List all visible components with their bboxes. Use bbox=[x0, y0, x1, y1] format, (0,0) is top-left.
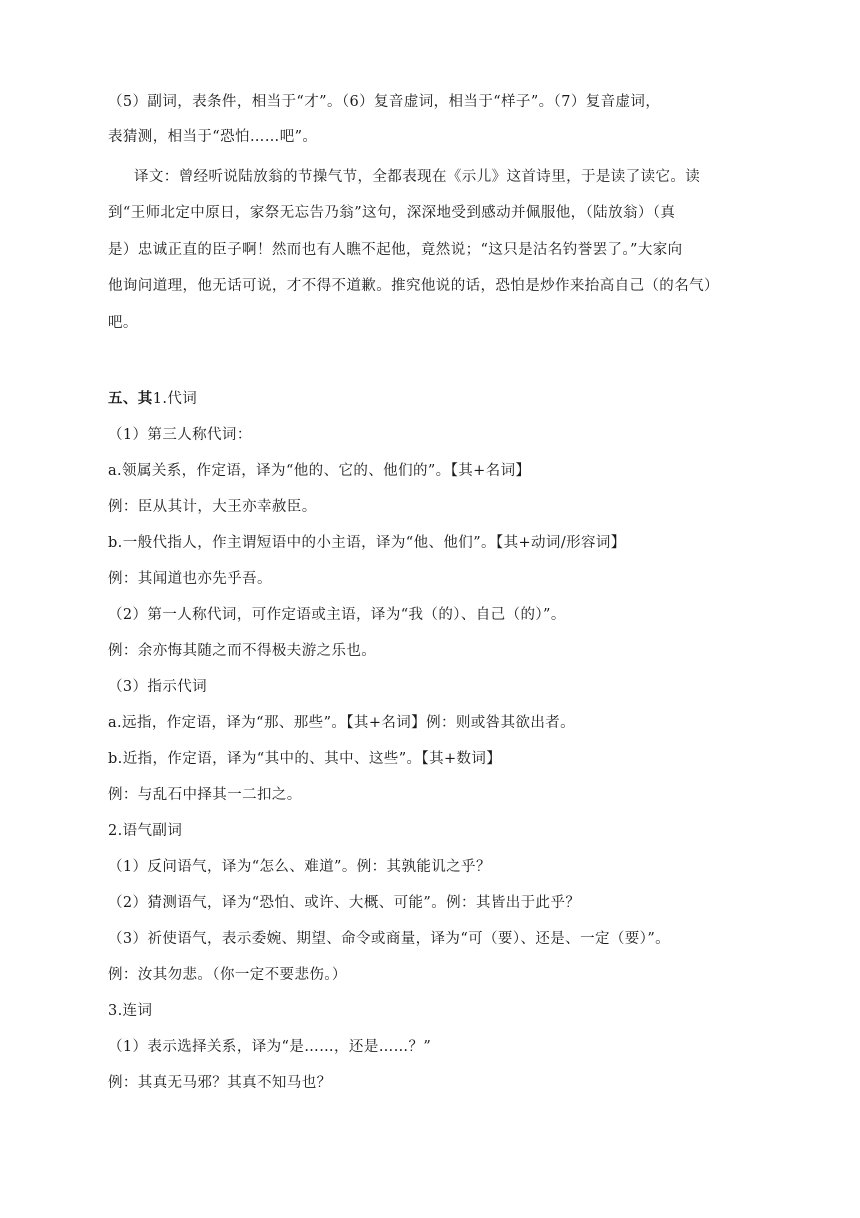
section-line: 例：余亦悔其随之而不得极夫游之乐也。 bbox=[108, 643, 377, 659]
notes-line-1: （5）副词，表条件，相当于“才”。（6）复音虚词，相当于“样子”。（7）复音虚词， bbox=[108, 94, 661, 110]
translation-line-2: 到“王师北定中原日，家祭无忘告乃翁”这句，深深地受到感动并佩服他，（陆放翁）（真 bbox=[108, 205, 676, 221]
section-line: （3）指示代词 bbox=[108, 679, 208, 695]
translation-line-4: 他询问道理，他无话可说，才不得不道歉。推究他说的话，恐怕是炒作来抬高自己（的名气） bbox=[108, 278, 719, 294]
section-line: （1）表示选择关系，译为“是……，还是……？” bbox=[108, 1039, 432, 1055]
section-line: a.远指，作定语，译为“那、那些”。【其+名词】例：则或咎其欲出者。 bbox=[108, 715, 576, 731]
section-heading bbox=[108, 389, 197, 409]
notes-line-2: 表猜测，相当于“恐怕……吧”。 bbox=[108, 129, 318, 145]
section-line: 例：其闻道也亦先乎吾。 bbox=[108, 571, 272, 587]
section-heading-rest: 1.代词 bbox=[152, 391, 198, 407]
section-line: 例：汝其勿悲。（你一定不要悲伤。） bbox=[108, 967, 347, 983]
section-line: 3.连词 bbox=[108, 1003, 153, 1019]
section-line: 例：与乱石中择其一二扣之。 bbox=[108, 787, 302, 803]
section-line: （2）第一人称代词，可作定语或主语，译为“我（的）、自己（的）”。 bbox=[108, 607, 566, 623]
section-line: （1）第三人称代词： bbox=[108, 427, 252, 443]
section-line: （3）祈使语气，表示委婉、期望、命令或商量，译为“可（要）、还是、一定（要）”。 bbox=[108, 931, 671, 947]
section-line: （1）反问语气，译为“怎么、难道”。例：其孰能讥之乎？ bbox=[108, 859, 491, 875]
section-line: 2.语气副词 bbox=[108, 823, 183, 839]
translation-line-5: 吧。 bbox=[108, 315, 138, 331]
section-line: b.近指，作定语，译为“其中的、其中、这些”。【其+数词】 bbox=[108, 751, 502, 767]
section-line: （2）猜测语气，译为“恐怕、或许、大概、可能”。例：其皆出于此乎？ bbox=[108, 895, 581, 911]
translation-line-3: 是）忠诚正直的臣子啊！然而也有人瞧不起他，竟然说；“这只是沽名钓誉罢了。”大家向 bbox=[108, 242, 683, 258]
translation-line-1: 译文：曾经听说陆放翁的节操气节，全都表现在《示儿》这首诗里，于是读了读它。读 bbox=[134, 169, 701, 185]
section-line: 例：其真无马邪？其真不知马也？ bbox=[108, 1075, 332, 1091]
section-line: a.领属关系，作定语，译为“他的、它的、他们的”。【其+名词】 bbox=[108, 463, 531, 479]
section-heading-bold: 五、其 bbox=[108, 390, 153, 407]
section-line: b.一般代指人，作主谓短语中的小主语，译为“他、他们”。【其+动词/形容词】 bbox=[108, 535, 626, 551]
section-line: 例：臣从其计，大王亦幸赦臣。 bbox=[108, 499, 317, 515]
